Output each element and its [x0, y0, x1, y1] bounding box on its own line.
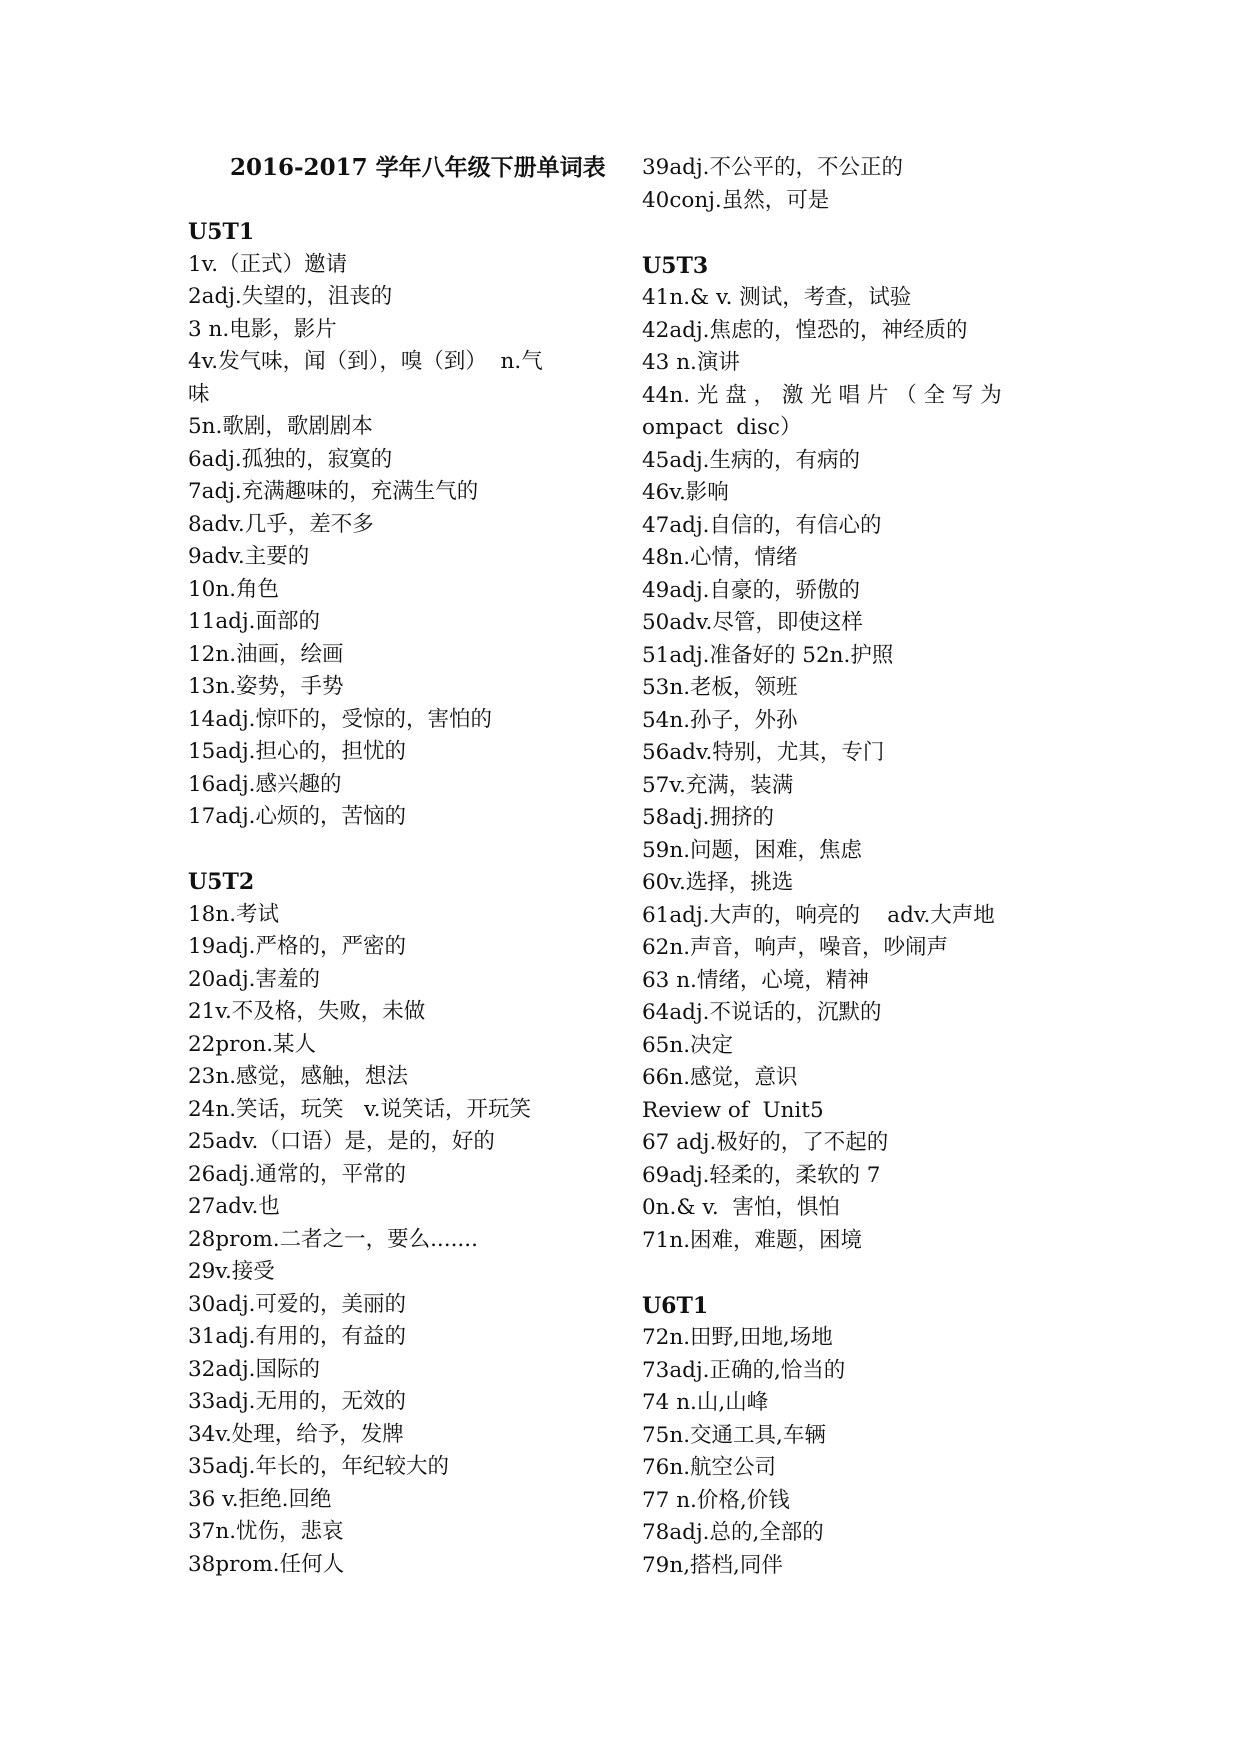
vocab-entry: 5n.歌剧，歌剧剧本	[188, 414, 373, 439]
vocab-entry: 73adj.正确的,恰当的	[642, 1357, 846, 1383]
vocab-entry: 41n.& v. 测试，考查，试验	[642, 285, 912, 310]
vocab-section	[642, 152, 1062, 217]
vocab-section	[188, 216, 608, 834]
vocab-section	[642, 1290, 1062, 1583]
vocab-entry: 65n.决定	[642, 1032, 734, 1058]
vocab-entry: 60v.选择，挑选	[642, 870, 794, 895]
section-spacer	[642, 1257, 1062, 1290]
vocab-entry: 72n.田野,田地,场地	[642, 1325, 833, 1350]
vocab-entry: 33adj.无用的，无效的	[188, 1389, 406, 1414]
vocab-entry: 77 n.价格,价钱	[642, 1487, 790, 1513]
vocab-entry: 15adj.担心的，担忧的	[188, 739, 406, 764]
vocab-entry: 26adj.通常的，平常的	[188, 1161, 406, 1187]
vocab-entry: 12n.油画，绘画	[188, 641, 344, 667]
vocab-entry: 59n.问题，困难，焦虑	[642, 837, 863, 863]
vocab-entry: 40conj.虽然，可是	[642, 187, 830, 213]
vocab-entry: 48n.心情，情绪	[642, 545, 798, 570]
vocab-entry: 49adj.自豪的，骄傲的	[642, 577, 860, 603]
vocab-entry: 47adj.自信的，有信心的	[642, 512, 882, 538]
vocab-entry: 味	[188, 381, 210, 407]
vocab-entry: 58adj.拥挤的	[642, 805, 774, 830]
section-spacer	[642, 217, 1062, 250]
right-sections	[642, 152, 1062, 1582]
vocab-entry: 28prom.二者之一，要么.......	[188, 1226, 478, 1252]
vocab-entry: 34v.处理，给予，发牌	[188, 1421, 404, 1447]
vocab-entry: 69adj.轻柔的，柔软的 7	[642, 1162, 881, 1188]
vocab-entry: 9adv.主要的	[188, 544, 310, 569]
vocab-section	[188, 866, 608, 1581]
vocab-entry: 44n. 光 盘 ， 激 光 唱 片 （ 全 写 为	[642, 382, 1002, 408]
vocab-entry: Review of Unit5	[642, 1097, 824, 1123]
right-column	[642, 152, 1062, 1582]
left-sections	[188, 216, 608, 1581]
vocab-entry: 64adj.不说话的，沉默的	[642, 1000, 882, 1025]
vocab-entry: 31adj.有用的，有益的	[188, 1324, 406, 1349]
vocab-entry: ompact disc）	[642, 415, 802, 440]
vocab-entry: 18n.考试	[188, 901, 280, 927]
vocab-entry: 54n.孙子，外孙	[642, 707, 798, 733]
vocab-entry: 0n.& v. 害怕，惧怕	[642, 1195, 840, 1220]
vocab-entry: 19adj.严格的，严密的	[188, 934, 406, 959]
vocab-entry: 13n.姿势，手势	[188, 674, 344, 699]
vocab-entry: 61adj.大声的，响亮的 adv.大声地	[642, 902, 995, 928]
vocab-entry: 24n.笑话，玩笑 v.说笑话，开玩笑	[188, 1096, 531, 1122]
vocab-entry: 78adj.总的,全部的	[642, 1520, 824, 1545]
vocab-entry: 57v.充满，装满	[642, 772, 794, 798]
vocab-entry: 66n.感觉，意识	[642, 1065, 798, 1090]
vocab-entry: 10n.角色	[188, 576, 280, 602]
page-title: 2016-2017 学年八年级下册单词表	[230, 154, 606, 181]
vocab-entry: 1v.（正式）邀请	[188, 251, 348, 277]
vocab-entry: 14adj.惊吓的，受惊的，害怕的	[188, 706, 492, 732]
vocab-entry: 51adj.准备好的 52n.护照	[642, 642, 894, 668]
section-heading: U5T2	[188, 869, 255, 895]
vocab-entry: 43 n.演讲	[642, 350, 740, 375]
vocab-entry: 38prom.任何人	[188, 1551, 345, 1577]
vocab-entry: 37n.忧伤，悲哀	[188, 1519, 344, 1544]
vocab-entry: 30adj.可爱的，美丽的	[188, 1291, 406, 1317]
vocab-entry: 23n.感觉，感触，想法	[188, 1064, 409, 1089]
vocab-entry: 2adj.失望的，沮丧的	[188, 284, 393, 309]
section-heading: U6T1	[642, 1292, 709, 1319]
vocab-entry: 16adj.感兴趣的	[188, 771, 342, 797]
vocab-entry: 46v.影响	[642, 480, 729, 505]
vocab-entry: 45adj.生病的，有病的	[642, 447, 860, 473]
vocab-section	[642, 250, 1062, 1258]
left-column	[188, 152, 608, 1581]
vocab-entry: 63 n.情绪，心境，精神	[642, 967, 869, 993]
vocab-entry: 76n.航空公司	[642, 1455, 777, 1480]
vocab-entry: 21v.不及格，失败，未做	[188, 999, 426, 1024]
vocab-entry: 62n.声音，响声，噪音，吵闹声	[642, 935, 949, 960]
vocab-entry: 29v.接受	[188, 1259, 275, 1284]
section-heading: U5T3	[642, 252, 709, 279]
vocab-entry: 17adj.心烦的，苦恼的	[188, 804, 406, 829]
vocab-entry: 32adj.国际的	[188, 1356, 320, 1382]
vocab-entry: 27adv.也	[188, 1194, 280, 1219]
vocab-entry: 22pron.某人	[188, 1031, 317, 1057]
vocab-entry: 11adj.面部的	[188, 609, 320, 634]
vocab-entry: 20adj.害羞的	[188, 966, 320, 992]
vocab-entry: 50adv.尽管，即使这样	[642, 610, 863, 635]
vocab-entry: 67 adj.极好的，了不起的	[642, 1130, 889, 1155]
vocab-entry: 71n.困难，难题，困境	[642, 1227, 863, 1253]
vocab-entry: 56adv.特别，尤其，专门	[642, 740, 885, 765]
vocab-entry: 35adj.年长的，年纪较大的	[188, 1454, 449, 1479]
vocab-entry: 39adj.不公平的，不公正的	[642, 155, 903, 180]
section-spacer	[188, 834, 608, 867]
vocab-entry: 25adv.（口语）是，是的，好的	[188, 1129, 495, 1154]
vocab-entry: 4v.发气味，闻（到），嗅（到） n.气	[188, 349, 543, 374]
vocab-entry: 75n.交通工具,车辆	[642, 1422, 826, 1448]
vocab-entry: 74 n.山,山峰	[642, 1390, 769, 1415]
vocab-entry: 7adj.充满趣味的，充满生气的	[188, 479, 479, 504]
vocab-entry: 3 n.电影，影片	[188, 316, 337, 342]
vocab-entry: 53n.老板，领班	[642, 675, 798, 700]
vocab-entry: 6adj.孤独的，寂寞的	[188, 446, 393, 472]
vocab-entry: 8adv.几乎，差不多	[188, 511, 374, 537]
section-heading: U5T1	[188, 219, 255, 245]
vocab-entry: 79n,搭档,同伴	[642, 1552, 783, 1578]
vocab-entry: 36 v.拒绝.回绝	[188, 1486, 332, 1512]
vocab-entry: 42adj.焦虑的，惶恐的，神经质的	[642, 317, 968, 343]
